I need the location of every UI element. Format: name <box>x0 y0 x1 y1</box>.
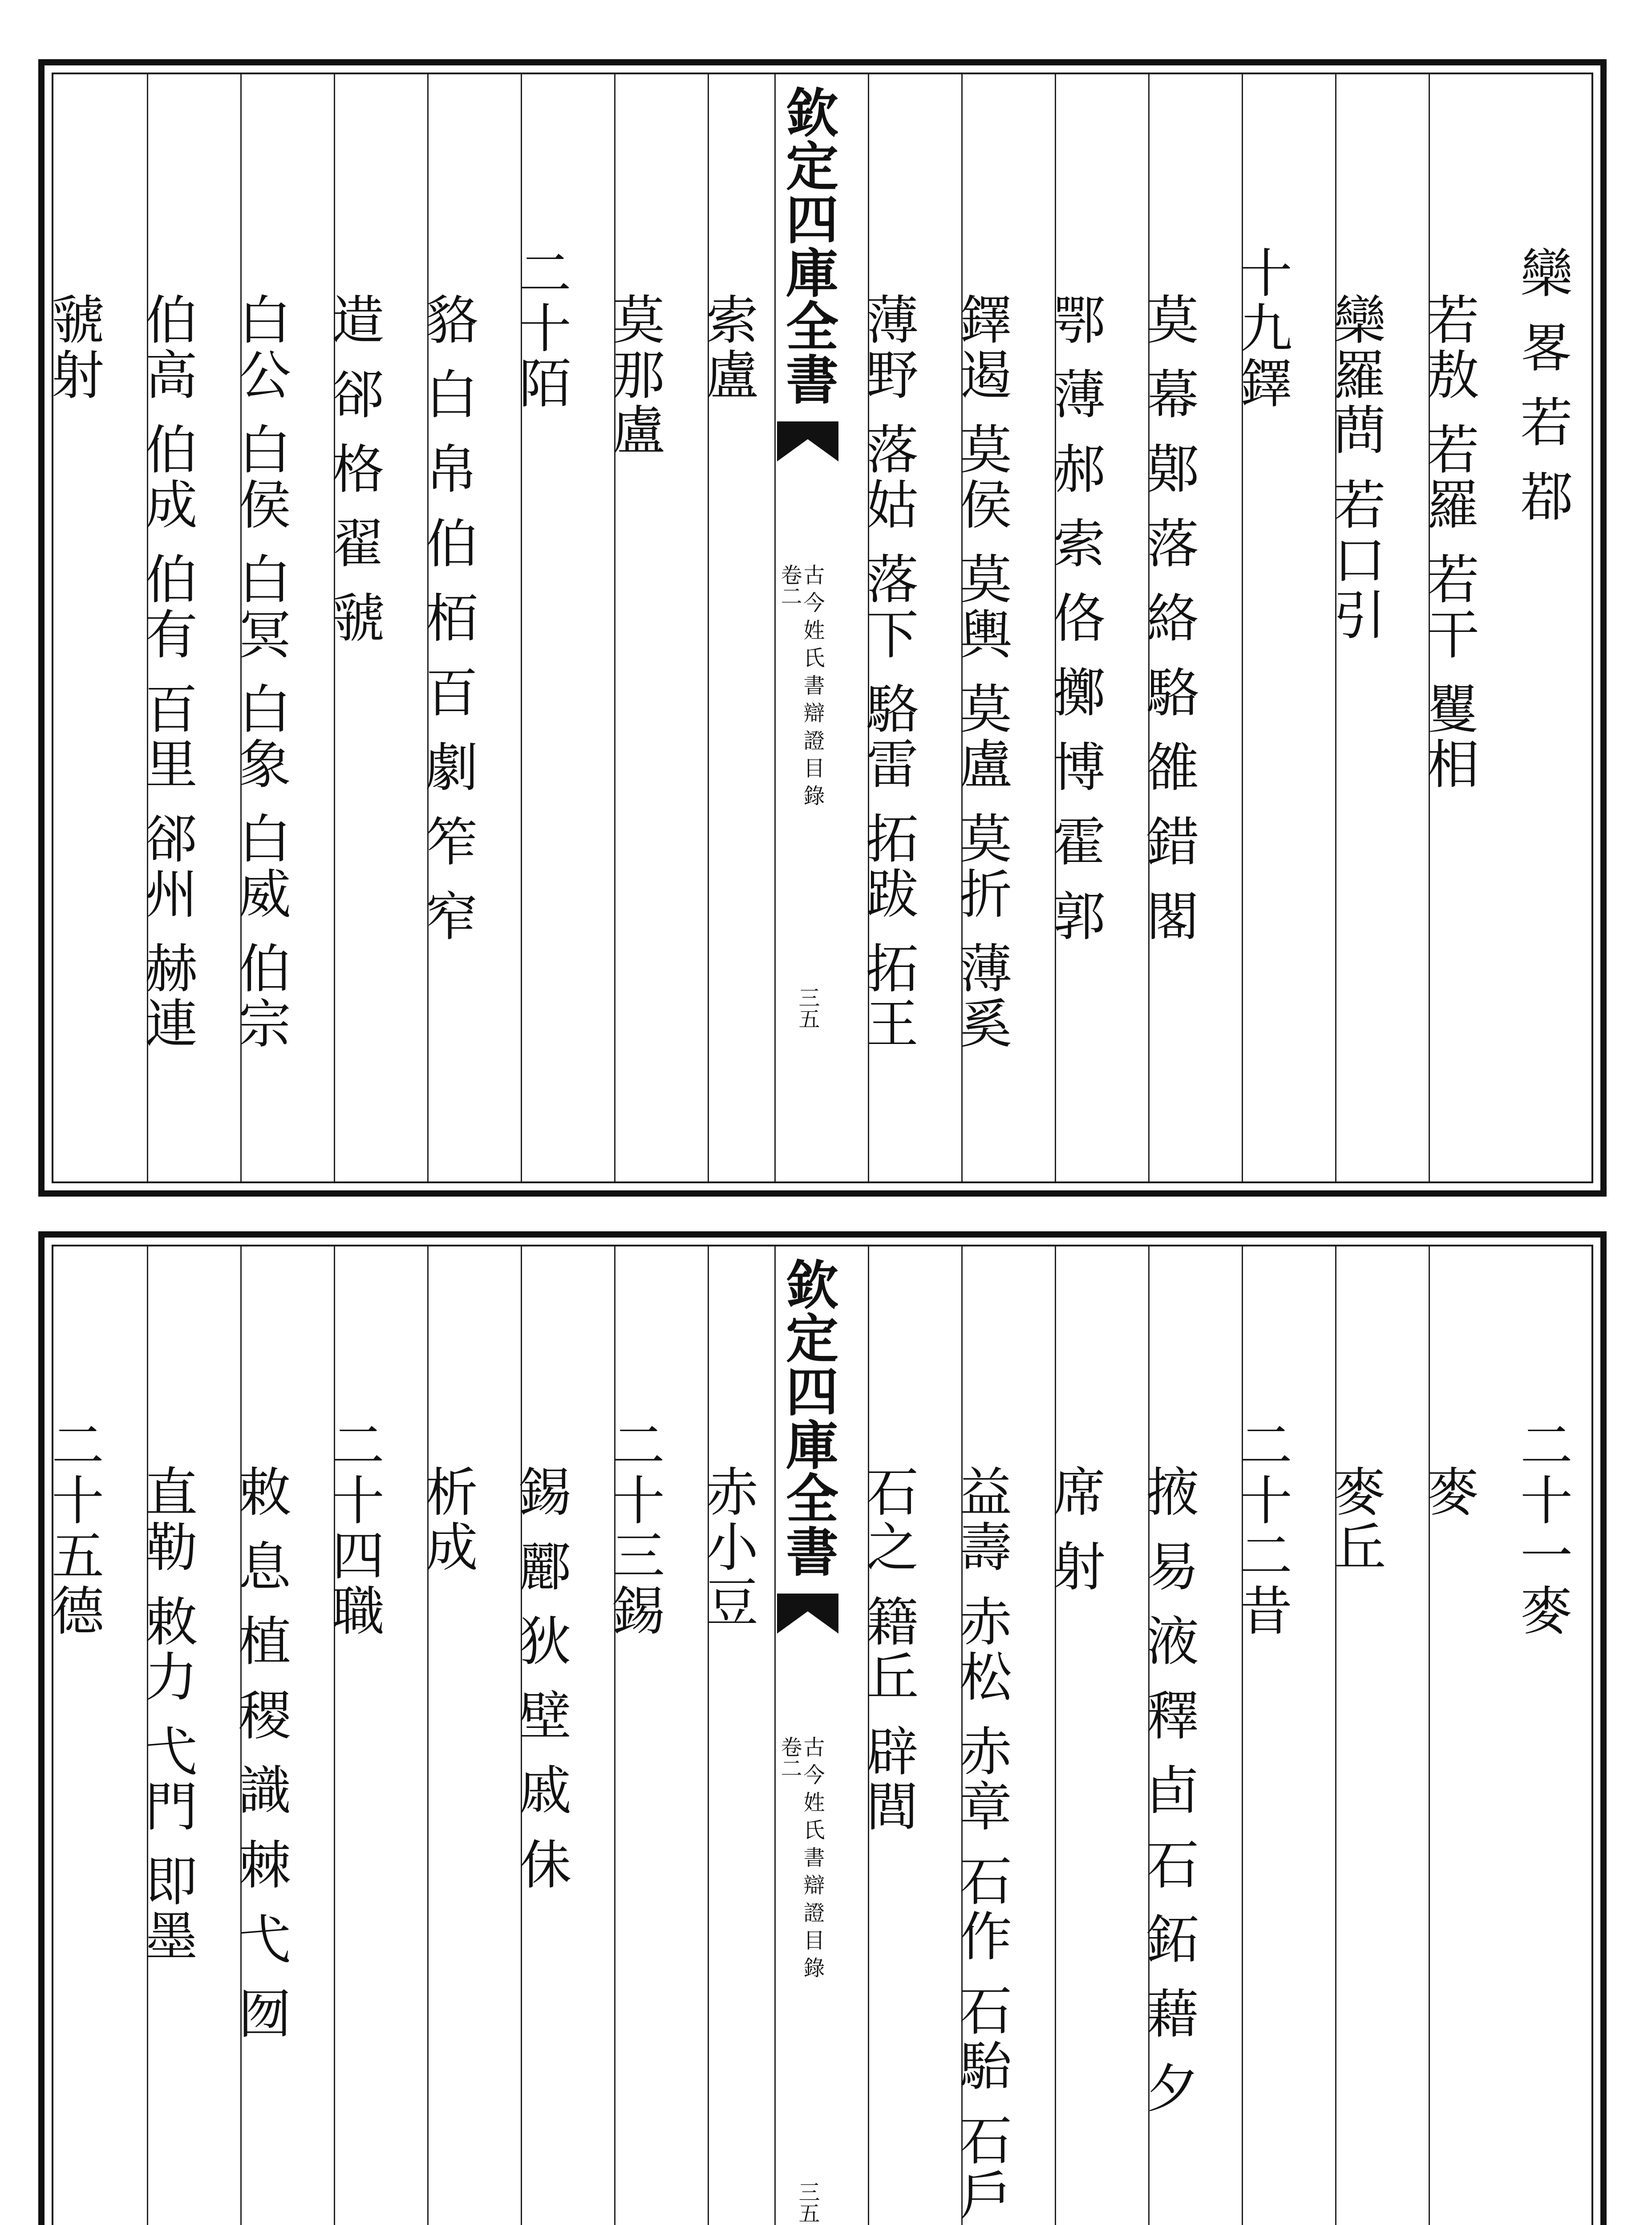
center-page-number: 三五 <box>795 987 820 1029</box>
center-title: 欽定四庫全書 <box>777 85 839 406</box>
column-text: 十九鐸 <box>1231 246 1292 411</box>
text-column <box>1028 74 1122 1181</box>
center-juan: 卷二 <box>777 564 802 607</box>
column-text: 麥丘 <box>1324 1464 1386 1575</box>
column-rules <box>43 1246 1591 2225</box>
text-column <box>120 74 214 1181</box>
column-text: 二十四職 <box>323 1418 385 1638</box>
column-text: 麥 <box>1418 1464 1479 1520</box>
text-column <box>401 1246 494 2225</box>
column-text: 索盧 <box>697 292 758 403</box>
text-column <box>307 1246 401 2225</box>
center-fold-column <box>774 1246 841 2225</box>
text-column <box>935 74 1028 1181</box>
column-rules <box>43 74 1591 1181</box>
column-text: 錫 酈 狄 壁 戚 佅 <box>510 1464 571 1893</box>
column-text: 鄂 薄 郝 索 佫 擲 博 霍 郭 <box>1044 292 1105 944</box>
text-column <box>841 1246 935 2225</box>
column-text: 二十二昔 <box>1231 1418 1292 1638</box>
column-text: 析成 <box>417 1464 478 1575</box>
text-column <box>1308 74 1402 1181</box>
center-page-number: 三五 <box>795 2181 820 2224</box>
text-column <box>1215 74 1308 1181</box>
column-text: 直勒 敕力 弋門 即墨 <box>136 1464 198 1964</box>
top-page-panel <box>38 59 1607 1197</box>
text-column <box>27 1246 120 2225</box>
text-column <box>1308 1246 1402 2225</box>
column-text: 敕 息 植 稷 識 棘 弋 囫 <box>230 1464 291 2042</box>
column-text: 白公 白侯 白冥 白象 白威 伯宗 <box>230 292 291 1052</box>
text-column <box>587 1246 681 2225</box>
column-text: 莫那盧 <box>603 292 665 458</box>
text-column <box>494 74 587 1181</box>
text-column <box>1495 74 1589 1181</box>
center-title: 欽定四庫全書 <box>777 1258 839 1578</box>
center-juan: 卷二 <box>777 1736 802 1779</box>
text-column <box>307 74 401 1181</box>
text-column <box>1122 74 1215 1181</box>
text-column <box>935 1246 1028 2225</box>
fishtail-mark-icon <box>777 1594 838 1634</box>
column-text: 二十三錫 <box>603 1418 665 1638</box>
column-text: 逪 郤 格 翟 虢 <box>323 292 385 646</box>
text-column <box>1122 1246 1215 2225</box>
bottom-page-panel <box>38 1231 1607 2225</box>
fishtail-mark-icon <box>777 421 838 461</box>
column-text: 欒 畧 若 鄀 <box>1511 246 1573 525</box>
column-text: 薄野 落姑 落下 駱雷 拓跋 拓王 <box>857 292 919 1052</box>
column-text: 二十陌 <box>510 246 571 411</box>
text-column <box>1402 1246 1495 2225</box>
column-text: 貉 白 帛 伯 栢 百 劇 笮 窄 <box>417 292 478 944</box>
text-column <box>401 74 494 1181</box>
text-column <box>214 1246 307 2225</box>
text-column <box>27 74 120 1181</box>
text-column <box>494 1246 587 2225</box>
text-column <box>681 74 774 1181</box>
column-text: 伯高 伯成 伯有 百里 郤州 赫連 <box>136 292 198 1052</box>
column-text: 掖 易 液 釋 卣 石 鉐 藉 夕 <box>1138 1464 1199 2116</box>
column-text: 莫 幕 鄚 落 絡 駱 雒 錯 閣 <box>1138 292 1199 944</box>
column-text: 赤小豆 <box>697 1464 758 1630</box>
text-column <box>1495 1246 1589 2225</box>
text-column <box>1402 74 1495 1181</box>
column-text: 席 射 <box>1044 1464 1105 1594</box>
text-column <box>120 1246 214 2225</box>
center-subtitle: 古今姓氏書辯證目錄 <box>800 1736 825 1984</box>
column-text: 二十一麥 <box>1511 1418 1573 1638</box>
text-column <box>1028 1246 1122 2225</box>
text-column <box>841 74 935 1181</box>
center-fold-column <box>774 74 841 1181</box>
column-text: 欒羅蔄 若口引 <box>1324 292 1386 643</box>
column-text: 石之 籍丘 辟閭 <box>857 1464 919 1835</box>
column-text: 虢射 <box>43 292 104 403</box>
text-column <box>1215 1246 1308 2225</box>
text-column <box>587 74 681 1181</box>
column-text: 鐸遏 莫侯 莫輿 莫盧 莫折 薄奚 <box>951 292 1012 1052</box>
column-text: 益壽 赤松 赤章 石作 石駘 石戶 <box>951 1464 1012 2224</box>
center-subtitle: 古今姓氏書辯證目錄 <box>800 564 825 812</box>
column-text: 二十五德 <box>43 1418 104 1638</box>
text-column <box>681 1246 774 2225</box>
column-text: 若敖 若羅 若干 矍相 <box>1418 292 1479 792</box>
text-column <box>214 74 307 1181</box>
